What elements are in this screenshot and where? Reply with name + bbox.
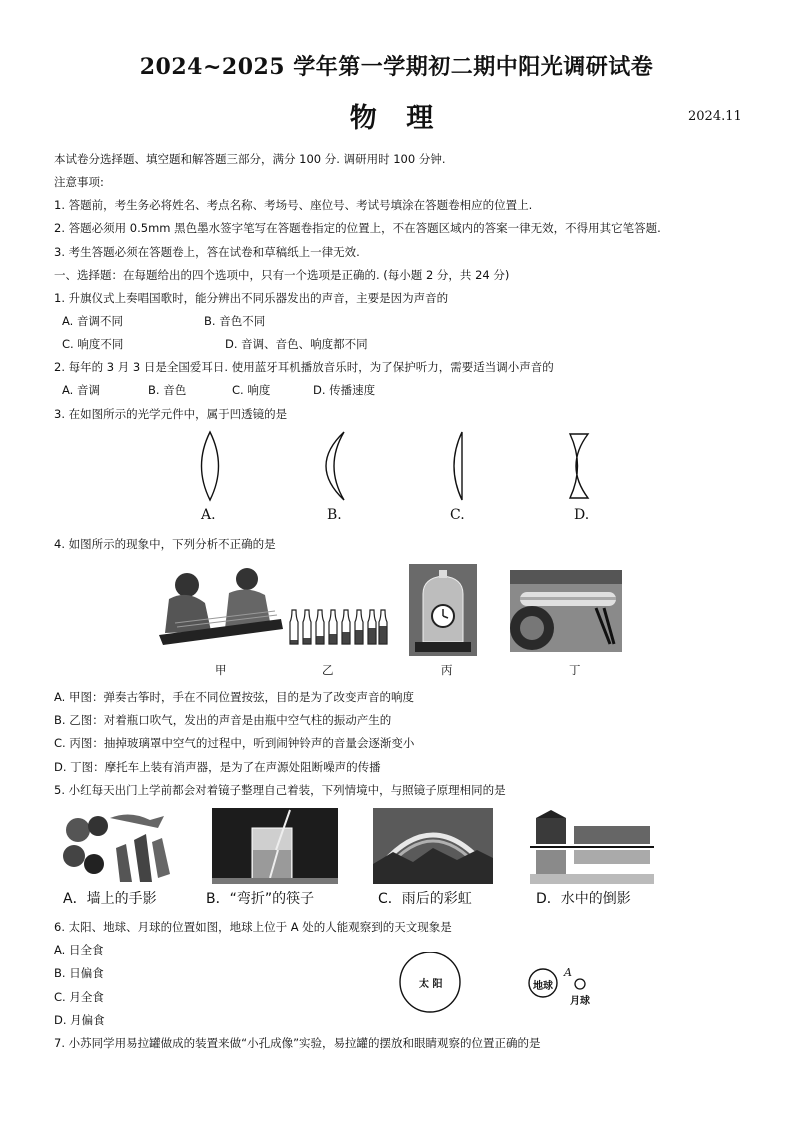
rainbow-photo bbox=[373, 808, 493, 884]
q6-option-b: B. 日偏食 bbox=[54, 966, 104, 980]
q2-option-d: D. 传播速度 bbox=[313, 383, 376, 397]
exam-description: 本试卷分选择题、填空题和解答题三部分，满分 100 分. 调研用时 100 分钟. bbox=[54, 152, 446, 166]
q1-option-b: B. 音色不同 bbox=[204, 314, 266, 328]
q3-label-d: D. bbox=[574, 507, 590, 523]
bent-chopstick-photo bbox=[212, 808, 338, 884]
bell-jar-photo bbox=[409, 564, 477, 656]
note-1: 1. 答题前，考生务必将姓名、考点名称、考场号、座位号、考试号填涂在答题卷相应的位置上. bbox=[54, 198, 533, 212]
point-a-label: A bbox=[564, 966, 572, 979]
section-heading: 一、选择题：在每题给出的四个选项中，只有一个选项是正确的. (每小题 2 分，共 24 分) bbox=[54, 268, 510, 282]
exam-title: 2024~2025 学年第一学期初二期中阳光调研试卷 bbox=[139, 54, 654, 80]
q4-caption-bing: 丙 bbox=[441, 663, 453, 677]
q4-stem: 4. 如图所示的现象中，下列分析不正确的是 bbox=[54, 537, 276, 551]
subject-title: 物 理 bbox=[349, 103, 444, 134]
q4-option-b: B. 乙图：对着瓶口吹气，发出的声音是由瓶中空气柱的振动产生的 bbox=[54, 713, 392, 727]
q1-option-a: A. 音调不同 bbox=[62, 314, 123, 328]
q2-option-a: A. 音调 bbox=[62, 383, 100, 397]
q2-option-c: C. 响度 bbox=[232, 383, 271, 397]
q4-option-c: C. 丙图：抽掉玻璃罩中空气的过程中，听到闹钟铃声的音量会逐渐变小 bbox=[54, 736, 415, 750]
lens-d-plano-concave bbox=[570, 434, 588, 498]
q1-stem: 1. 升旗仪式上奏唱国歌时，能分辨出不同乐器发出的声音，主要是因为声音的 bbox=[54, 291, 449, 305]
q5-option-b: B．“弯折”的筷子 bbox=[206, 891, 315, 907]
q4-option-a: A. 甲图：弹奏古筝时，手在不同位置按弦，目的是为了改变声音的响度 bbox=[54, 690, 414, 704]
hand-shadow-photo bbox=[60, 808, 172, 884]
q5-option-c: C．雨后的彩虹 bbox=[378, 891, 472, 907]
guzheng-photo bbox=[155, 563, 285, 647]
q6-option-c: C. 月全食 bbox=[54, 990, 104, 1004]
lens-c-plano-convex bbox=[454, 432, 462, 500]
exam-date: 2024.11 bbox=[688, 109, 742, 124]
q4-caption-jia: 甲 bbox=[215, 663, 227, 677]
q2-option-b: B. 音色 bbox=[148, 383, 187, 397]
q1-option-c: C. 响度不同 bbox=[62, 337, 124, 351]
q7-stem: 7. 小苏同学用易拉罐做成的装置来做“小孔成像”实验，易拉罐的摆放和眼睛观察的位置正确的是 bbox=[54, 1036, 541, 1050]
q6-option-d: D. 月偏食 bbox=[54, 1013, 105, 1027]
notice-title: 注意事项: bbox=[54, 175, 104, 189]
note-2: 2. 答题必须用 0.5mm 黑色墨水签字笔写在答题卷指定的位置上，不在答题区域内的答案一律无效，不得用其它笔答题. bbox=[54, 221, 661, 235]
earth-label: 地球 bbox=[533, 981, 553, 992]
q3-label-c: C. bbox=[450, 507, 465, 523]
q1-option-d: D. 音调、音色、响度都不同 bbox=[225, 337, 368, 351]
moon-label: 月球 bbox=[570, 996, 590, 1007]
lens-figure bbox=[190, 430, 630, 502]
q6-stem: 6. 太阳、地球、月球的位置如图，地球上位于 A 处的人能观察到的天文现象是 bbox=[54, 920, 452, 934]
lens-a-biconvex bbox=[202, 432, 219, 500]
water-reflection-photo bbox=[530, 808, 654, 884]
q4-option-d: D. 丁图：摩托车上装有消声器，是为了在声源处阻断噪声的传播 bbox=[54, 760, 381, 774]
q5-stem: 5. 小红每天出门上学前都会对着镜子整理自己着装，下列情境中，与照镜子原理相同的是 bbox=[54, 783, 506, 797]
bottles-figure bbox=[287, 608, 389, 646]
q2-stem: 2. 每年的 3 月 3 日是全国爱耳日. 使用蓝牙耳机播放音乐时，为了保护听力，需要适当调小声音的 bbox=[54, 360, 554, 374]
q3-stem: 3. 在如图所示的光学元件中，属于凹透镜的是 bbox=[54, 407, 288, 421]
moon-circle bbox=[575, 979, 585, 989]
sun-label: 太 阳 bbox=[419, 979, 443, 990]
q4-caption-yi: 乙 bbox=[322, 663, 334, 677]
q5-option-a: A．墙上的手影 bbox=[63, 891, 157, 907]
q3-label-b: B. bbox=[327, 507, 342, 523]
q4-caption-ding: 丁 bbox=[569, 663, 581, 677]
q3-label-a: A. bbox=[201, 507, 216, 523]
q6-option-a: A. 日全食 bbox=[54, 943, 104, 957]
lens-b-meniscus bbox=[326, 432, 344, 500]
q5-option-d: D．水中的倒影 bbox=[536, 891, 631, 907]
motorcycle-photo bbox=[510, 570, 622, 652]
note-3: 3. 考生答题必须在答题卷上，答在试卷和草稿纸上一律无效. bbox=[54, 245, 360, 259]
